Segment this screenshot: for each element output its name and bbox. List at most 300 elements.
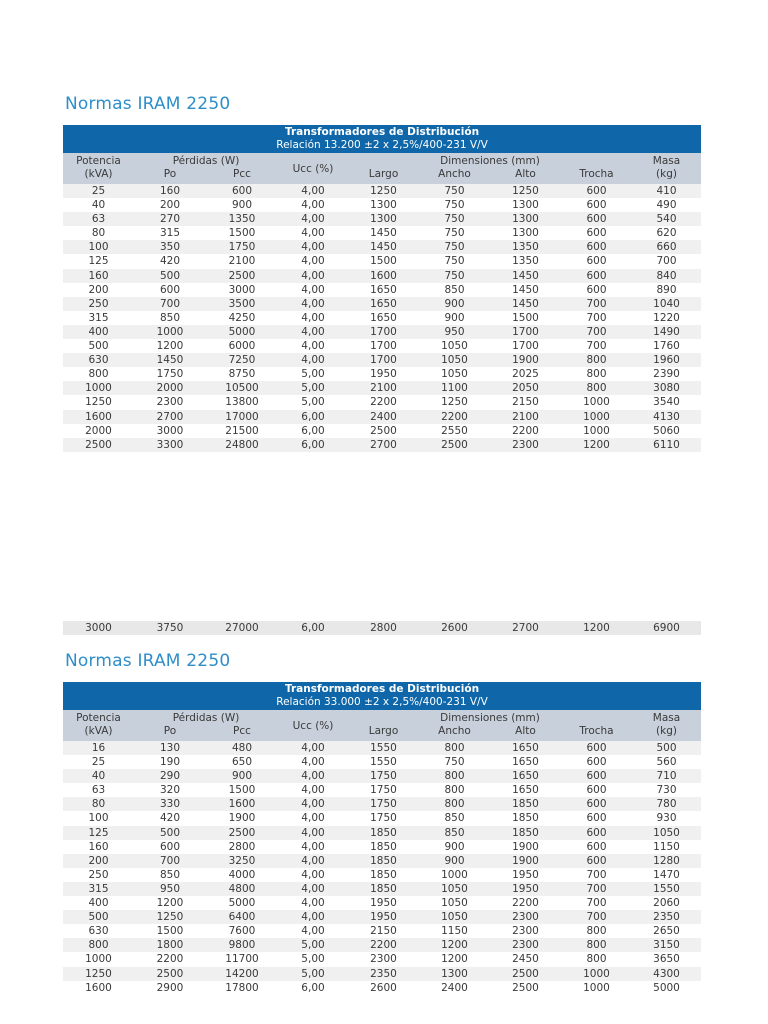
table-cell: 3500 — [206, 297, 278, 311]
table-cell: 700 — [134, 854, 206, 868]
transformer-table-33000 — [63, 682, 701, 995]
table-row — [63, 410, 701, 424]
table-cell: 700 — [561, 896, 632, 910]
table-body — [63, 184, 701, 452]
table-cell: 2200 — [348, 395, 419, 409]
table-cell: 1000 — [561, 967, 632, 981]
table-row — [63, 868, 701, 882]
table-cell: 2200 — [490, 424, 561, 438]
table-cell: 600 — [561, 755, 632, 769]
table-cell: 1950 — [490, 882, 561, 896]
table-cell: 250 — [63, 868, 134, 882]
table-cell: 3540 — [632, 395, 701, 409]
table-cell: 270 — [134, 212, 206, 226]
table-cell: 850 — [134, 868, 206, 882]
table-row — [63, 424, 701, 438]
table-cell: 5000 — [206, 325, 278, 339]
table-cell: 17800 — [206, 981, 278, 995]
table-cell: 900 — [419, 311, 490, 325]
table-cell: 890 — [632, 283, 701, 297]
table-cell: 420 — [134, 254, 206, 268]
table-cell: 25 — [63, 755, 134, 769]
table-cell: 600 — [561, 254, 632, 268]
table-cell: 7250 — [206, 353, 278, 367]
table-cell: 2800 — [206, 840, 278, 854]
table-cell: 1750 — [348, 797, 419, 811]
table-cell: 490 — [632, 198, 701, 212]
table-row — [63, 811, 701, 825]
table-cell: 1650 — [490, 741, 561, 755]
table-cell: 2000 — [63, 424, 134, 438]
table-row — [63, 339, 701, 353]
header-potencia-unit: (kVA) — [63, 168, 134, 184]
table-row — [63, 967, 701, 981]
header-po: Po — [134, 168, 206, 184]
table-cell: 930 — [632, 811, 701, 825]
table-cell: 4,00 — [278, 283, 348, 297]
table-cell: 2200 — [348, 938, 419, 952]
table-cell: 2400 — [348, 410, 419, 424]
table-cell: 2300 — [490, 438, 561, 452]
table-cell: 400 — [63, 896, 134, 910]
table-cell: 200 — [134, 198, 206, 212]
table-cell: 4800 — [206, 882, 278, 896]
table-cell: 1050 — [419, 882, 490, 896]
table-cell: 1600 — [206, 797, 278, 811]
table-cell: 330 — [134, 797, 206, 811]
table-cell: 1250 — [490, 184, 561, 198]
table-cell: 840 — [632, 269, 701, 283]
table-cell: 800 — [561, 924, 632, 938]
table-cell: 1200 — [561, 438, 632, 452]
table-row — [63, 254, 701, 268]
table-cell: 700 — [561, 868, 632, 882]
table-cell: 4,00 — [278, 769, 348, 783]
table-cell: 630 — [63, 353, 134, 367]
table-row — [63, 184, 701, 198]
table-cell: 27000 — [206, 621, 278, 635]
table-cell: 1900 — [490, 840, 561, 854]
table-cell: 1300 — [348, 198, 419, 212]
table-cell: 1280 — [632, 854, 701, 868]
table-cell: 800 — [419, 741, 490, 755]
table-cell: 850 — [419, 826, 490, 840]
table-cell: 500 — [134, 269, 206, 283]
table-cell: 2060 — [632, 896, 701, 910]
table-cell: 6,00 — [278, 981, 348, 995]
section-title-1: Normas IRAM 2250 — [65, 94, 231, 114]
table-cell: 1750 — [134, 367, 206, 381]
table-row — [63, 212, 701, 226]
table-cell: 1500 — [134, 924, 206, 938]
table-cell: 6000 — [206, 339, 278, 353]
table-cell: 2500 — [490, 967, 561, 981]
table-cell: 1650 — [348, 311, 419, 325]
table-row — [63, 325, 701, 339]
table-cell: 1300 — [348, 212, 419, 226]
table-cell: 14200 — [206, 967, 278, 981]
table-cell: 900 — [419, 297, 490, 311]
table-cell: 1750 — [348, 769, 419, 783]
table-cell: 1050 — [419, 339, 490, 353]
header-potencia: Potencia — [63, 153, 134, 168]
table-cell: 290 — [134, 769, 206, 783]
table-cell: 1700 — [348, 353, 419, 367]
table-cell: 1760 — [632, 339, 701, 353]
table-cell: 2900 — [134, 981, 206, 995]
table-row — [63, 240, 701, 254]
table-cell: 2400 — [419, 981, 490, 995]
transformer-table-13200-continued — [63, 621, 701, 635]
table-cell: 1950 — [348, 910, 419, 924]
table-cell: 5060 — [632, 424, 701, 438]
table-cell: 700 — [561, 882, 632, 896]
table-cell: 2390 — [632, 367, 701, 381]
header-largo: Largo — [348, 168, 419, 184]
table-cell: 80 — [63, 226, 134, 240]
table-cell: 1750 — [206, 240, 278, 254]
table-cell: 1150 — [632, 840, 701, 854]
table-cell: 3300 — [134, 438, 206, 452]
table-cell: 600 — [561, 769, 632, 783]
table-cell: 4,00 — [278, 339, 348, 353]
table-cell: 4,00 — [278, 254, 348, 268]
table-row — [63, 924, 701, 938]
table-cell: 2700 — [348, 438, 419, 452]
table-cell: 1900 — [490, 854, 561, 868]
table-row — [63, 741, 701, 755]
table-cell: 800 — [561, 938, 632, 952]
table-cell: 100 — [63, 240, 134, 254]
table-cell: 600 — [561, 212, 632, 226]
table-cell: 1250 — [134, 910, 206, 924]
table-cell: 1500 — [348, 254, 419, 268]
table-cell: 11700 — [206, 952, 278, 966]
table-cell: 600 — [561, 797, 632, 811]
header-perdidas: Pérdidas (W) — [134, 153, 278, 168]
table-cell: 620 — [632, 226, 701, 240]
table-cell: 2600 — [348, 981, 419, 995]
table-row — [63, 882, 701, 896]
table-cell: 2800 — [348, 621, 419, 635]
table-cell: 160 — [63, 840, 134, 854]
table-cell: 700 — [561, 311, 632, 325]
table-cell: 5,00 — [278, 938, 348, 952]
table-cell: 7600 — [206, 924, 278, 938]
table-cell: 1850 — [348, 826, 419, 840]
table-cell: 1000 — [561, 424, 632, 438]
table-cell: 3000 — [134, 424, 206, 438]
table-cell: 100 — [63, 811, 134, 825]
table-cell: 1700 — [490, 339, 561, 353]
table-cell: 1750 — [348, 811, 419, 825]
banner-title: Transformadores de Distribución — [284, 683, 480, 695]
table-cell: 1450 — [490, 297, 561, 311]
table-cell: 850 — [419, 811, 490, 825]
table-cell: 63 — [63, 783, 134, 797]
table-cell: 750 — [419, 755, 490, 769]
table-cell: 1200 — [419, 952, 490, 966]
table-cell: 600 — [561, 783, 632, 797]
header-ucc: Ucc (%) — [278, 710, 348, 741]
header-perdidas: Pérdidas (W) — [134, 710, 278, 725]
table-cell: 1850 — [348, 868, 419, 882]
table-cell: 2100 — [490, 410, 561, 424]
table-cell: 5,00 — [278, 367, 348, 381]
table-cell: 1000 — [561, 410, 632, 424]
header-masa-unit: (kg) — [632, 168, 701, 184]
table-cell: 80 — [63, 797, 134, 811]
table-cell: 400 — [63, 325, 134, 339]
header-pcc: Pcc — [206, 725, 278, 741]
table-row — [63, 621, 701, 635]
table-cell: 780 — [632, 797, 701, 811]
table-cell: 4,00 — [278, 826, 348, 840]
table-cell: 850 — [134, 311, 206, 325]
table-cell: 1550 — [632, 882, 701, 896]
table-cell: 3080 — [632, 381, 701, 395]
table-cell: 1850 — [490, 797, 561, 811]
table-cell: 700 — [561, 910, 632, 924]
table-cell: 750 — [419, 254, 490, 268]
table-cell: 700 — [561, 339, 632, 353]
table-cell: 6900 — [632, 621, 701, 635]
table-cell: 410 — [632, 184, 701, 198]
table-cell: 4,00 — [278, 797, 348, 811]
table-cell: 650 — [206, 755, 278, 769]
table-cell: 1650 — [490, 755, 561, 769]
table-cell: 2650 — [632, 924, 701, 938]
table-cell: 6,00 — [278, 621, 348, 635]
table-row — [63, 938, 701, 952]
table-cell: 1100 — [419, 381, 490, 395]
table-cell: 63 — [63, 212, 134, 226]
table-cell: 4,00 — [278, 212, 348, 226]
table-cell: 700 — [561, 325, 632, 339]
table-cell: 1800 — [134, 938, 206, 952]
table-row — [63, 353, 701, 367]
header-potencia-unit: (kVA) — [63, 725, 134, 741]
table-cell: 800 — [419, 783, 490, 797]
table-cell: 1200 — [134, 896, 206, 910]
table-cell: 1300 — [490, 198, 561, 212]
table-row — [63, 797, 701, 811]
table-cell: 1000 — [561, 981, 632, 995]
table-cell: 4,00 — [278, 311, 348, 325]
table-cell: 4,00 — [278, 755, 348, 769]
table-cell: 750 — [419, 212, 490, 226]
table-cell: 3000 — [63, 621, 134, 635]
table-cell: 1960 — [632, 353, 701, 367]
table-cell: 3250 — [206, 854, 278, 868]
table-cell: 1050 — [419, 367, 490, 381]
table-cell: 1550 — [348, 755, 419, 769]
table-cell: 1470 — [632, 868, 701, 882]
table-cell: 4,00 — [278, 741, 348, 755]
table-cell: 1490 — [632, 325, 701, 339]
table-cell: 600 — [561, 198, 632, 212]
table-cell: 600 — [561, 283, 632, 297]
table-cell: 1250 — [63, 967, 134, 981]
table-cell: 1250 — [419, 395, 490, 409]
table-cell: 4300 — [632, 967, 701, 981]
table-cell: 1700 — [348, 339, 419, 353]
table-cell: 320 — [134, 783, 206, 797]
table-cell: 40 — [63, 198, 134, 212]
table-cell: 1250 — [348, 184, 419, 198]
table-cell: 1050 — [419, 353, 490, 367]
header-alto: Alto — [490, 725, 561, 741]
table-cell: 6,00 — [278, 424, 348, 438]
table-cell: 1850 — [490, 826, 561, 840]
table-cell: 160 — [63, 269, 134, 283]
table-cell: 950 — [419, 325, 490, 339]
table-cell: 500 — [63, 910, 134, 924]
table-cell: 315 — [63, 882, 134, 896]
table-cell: 1650 — [348, 297, 419, 311]
table-cell: 1500 — [206, 226, 278, 240]
table-cell: 2200 — [419, 410, 490, 424]
table-cell: 1200 — [134, 339, 206, 353]
table-cell: 750 — [419, 240, 490, 254]
table-cell: 1850 — [348, 854, 419, 868]
table-cell: 2200 — [134, 952, 206, 966]
table-cell: 2700 — [134, 410, 206, 424]
table-cell: 250 — [63, 297, 134, 311]
table-cell: 2350 — [348, 967, 419, 981]
table-cell: 1700 — [490, 325, 561, 339]
table-cell: 600 — [561, 269, 632, 283]
table-cell: 315 — [63, 311, 134, 325]
table-cell: 1300 — [490, 212, 561, 226]
table-row — [63, 395, 701, 409]
table-row — [63, 311, 701, 325]
table-cell: 1000 — [419, 868, 490, 882]
table-cell: 200 — [63, 854, 134, 868]
table-cell: 900 — [419, 840, 490, 854]
table-cell: 5000 — [206, 896, 278, 910]
table-cell: 600 — [561, 226, 632, 240]
table-cell: 1050 — [419, 896, 490, 910]
table-cell: 4250 — [206, 311, 278, 325]
section-title-2: Normas IRAM 2250 — [65, 651, 231, 671]
table-cell: 21500 — [206, 424, 278, 438]
header-trocha: Trocha — [561, 168, 632, 184]
table-cell: 500 — [632, 741, 701, 755]
table-row — [63, 269, 701, 283]
table-row — [63, 783, 701, 797]
table-cell: 2300 — [490, 910, 561, 924]
table-cell: 900 — [419, 854, 490, 868]
table-cell: 200 — [63, 283, 134, 297]
table-cell: 1900 — [206, 811, 278, 825]
table-cell: 600 — [561, 854, 632, 868]
table-cell: 710 — [632, 769, 701, 783]
table-cell: 1050 — [632, 826, 701, 840]
table-cell: 1220 — [632, 311, 701, 325]
table-cell: 2500 — [63, 438, 134, 452]
header-dimensiones: Dimensiones (mm) — [419, 710, 561, 725]
table-cell: 1000 — [134, 325, 206, 339]
table-cell: 1600 — [63, 981, 134, 995]
table-cell: 750 — [419, 184, 490, 198]
table-row — [63, 297, 701, 311]
table-cell: 5,00 — [278, 967, 348, 981]
banner-subtitle: Relación 33.000 ±2 x 2,5%/400-231 V/V — [276, 696, 488, 708]
table-cell: 1700 — [348, 325, 419, 339]
table-cell: 800 — [419, 797, 490, 811]
table-cell: 1500 — [490, 311, 561, 325]
table-cell: 1850 — [348, 840, 419, 854]
table-cell: 560 — [632, 755, 701, 769]
table-cell: 750 — [419, 226, 490, 240]
table-cell: 5000 — [632, 981, 701, 995]
table-cell: 900 — [206, 769, 278, 783]
table-cell: 2025 — [490, 367, 561, 381]
table-cell: 4,00 — [278, 297, 348, 311]
table-cell: 700 — [632, 254, 701, 268]
table-cell: 600 — [561, 811, 632, 825]
table-cell: 24800 — [206, 438, 278, 452]
table-cell: 9800 — [206, 938, 278, 952]
table-cell: 1200 — [419, 938, 490, 952]
table-cell: 350 — [134, 240, 206, 254]
table-cell: 630 — [63, 924, 134, 938]
table-cell: 4,00 — [278, 783, 348, 797]
header-dimensiones: Dimensiones (mm) — [419, 153, 561, 168]
table-cell: 500 — [134, 826, 206, 840]
table-cell: 3000 — [206, 283, 278, 297]
table-row — [63, 283, 701, 297]
table-cell: 4,00 — [278, 226, 348, 240]
transformer-table-13200 — [63, 125, 701, 452]
table-cell: 1000 — [63, 381, 134, 395]
table-cell: 1000 — [63, 952, 134, 966]
table-cell: 600 — [561, 840, 632, 854]
header-masa-unit: (kg) — [632, 725, 701, 741]
table-cell: 1450 — [348, 240, 419, 254]
table-cell: 480 — [206, 741, 278, 755]
header-alto: Alto — [490, 168, 561, 184]
table-cell: 4,00 — [278, 811, 348, 825]
table-cell: 750 — [419, 198, 490, 212]
table-row — [63, 826, 701, 840]
table-cell: 4,00 — [278, 198, 348, 212]
table-cell: 5,00 — [278, 395, 348, 409]
table-cell: 1450 — [490, 269, 561, 283]
table-cell: 2150 — [348, 924, 419, 938]
table-row — [63, 755, 701, 769]
table-cell: 4,00 — [278, 840, 348, 854]
table-cell: 730 — [632, 783, 701, 797]
table-cell: 600 — [206, 184, 278, 198]
table-cell: 800 — [419, 769, 490, 783]
table-row — [63, 198, 701, 212]
table-cell: 4,00 — [278, 868, 348, 882]
table-cell: 2100 — [206, 254, 278, 268]
table-cell: 1250 — [63, 395, 134, 409]
table-cell: 2500 — [348, 424, 419, 438]
table-cell: 5,00 — [278, 952, 348, 966]
table-cell: 4,00 — [278, 353, 348, 367]
table-cell: 4,00 — [278, 910, 348, 924]
table-cell: 2550 — [419, 424, 490, 438]
table-cell: 16 — [63, 741, 134, 755]
table-cell: 1000 — [561, 395, 632, 409]
table-cell: 1300 — [490, 226, 561, 240]
table-cell: 10500 — [206, 381, 278, 395]
table-cell: 4000 — [206, 868, 278, 882]
